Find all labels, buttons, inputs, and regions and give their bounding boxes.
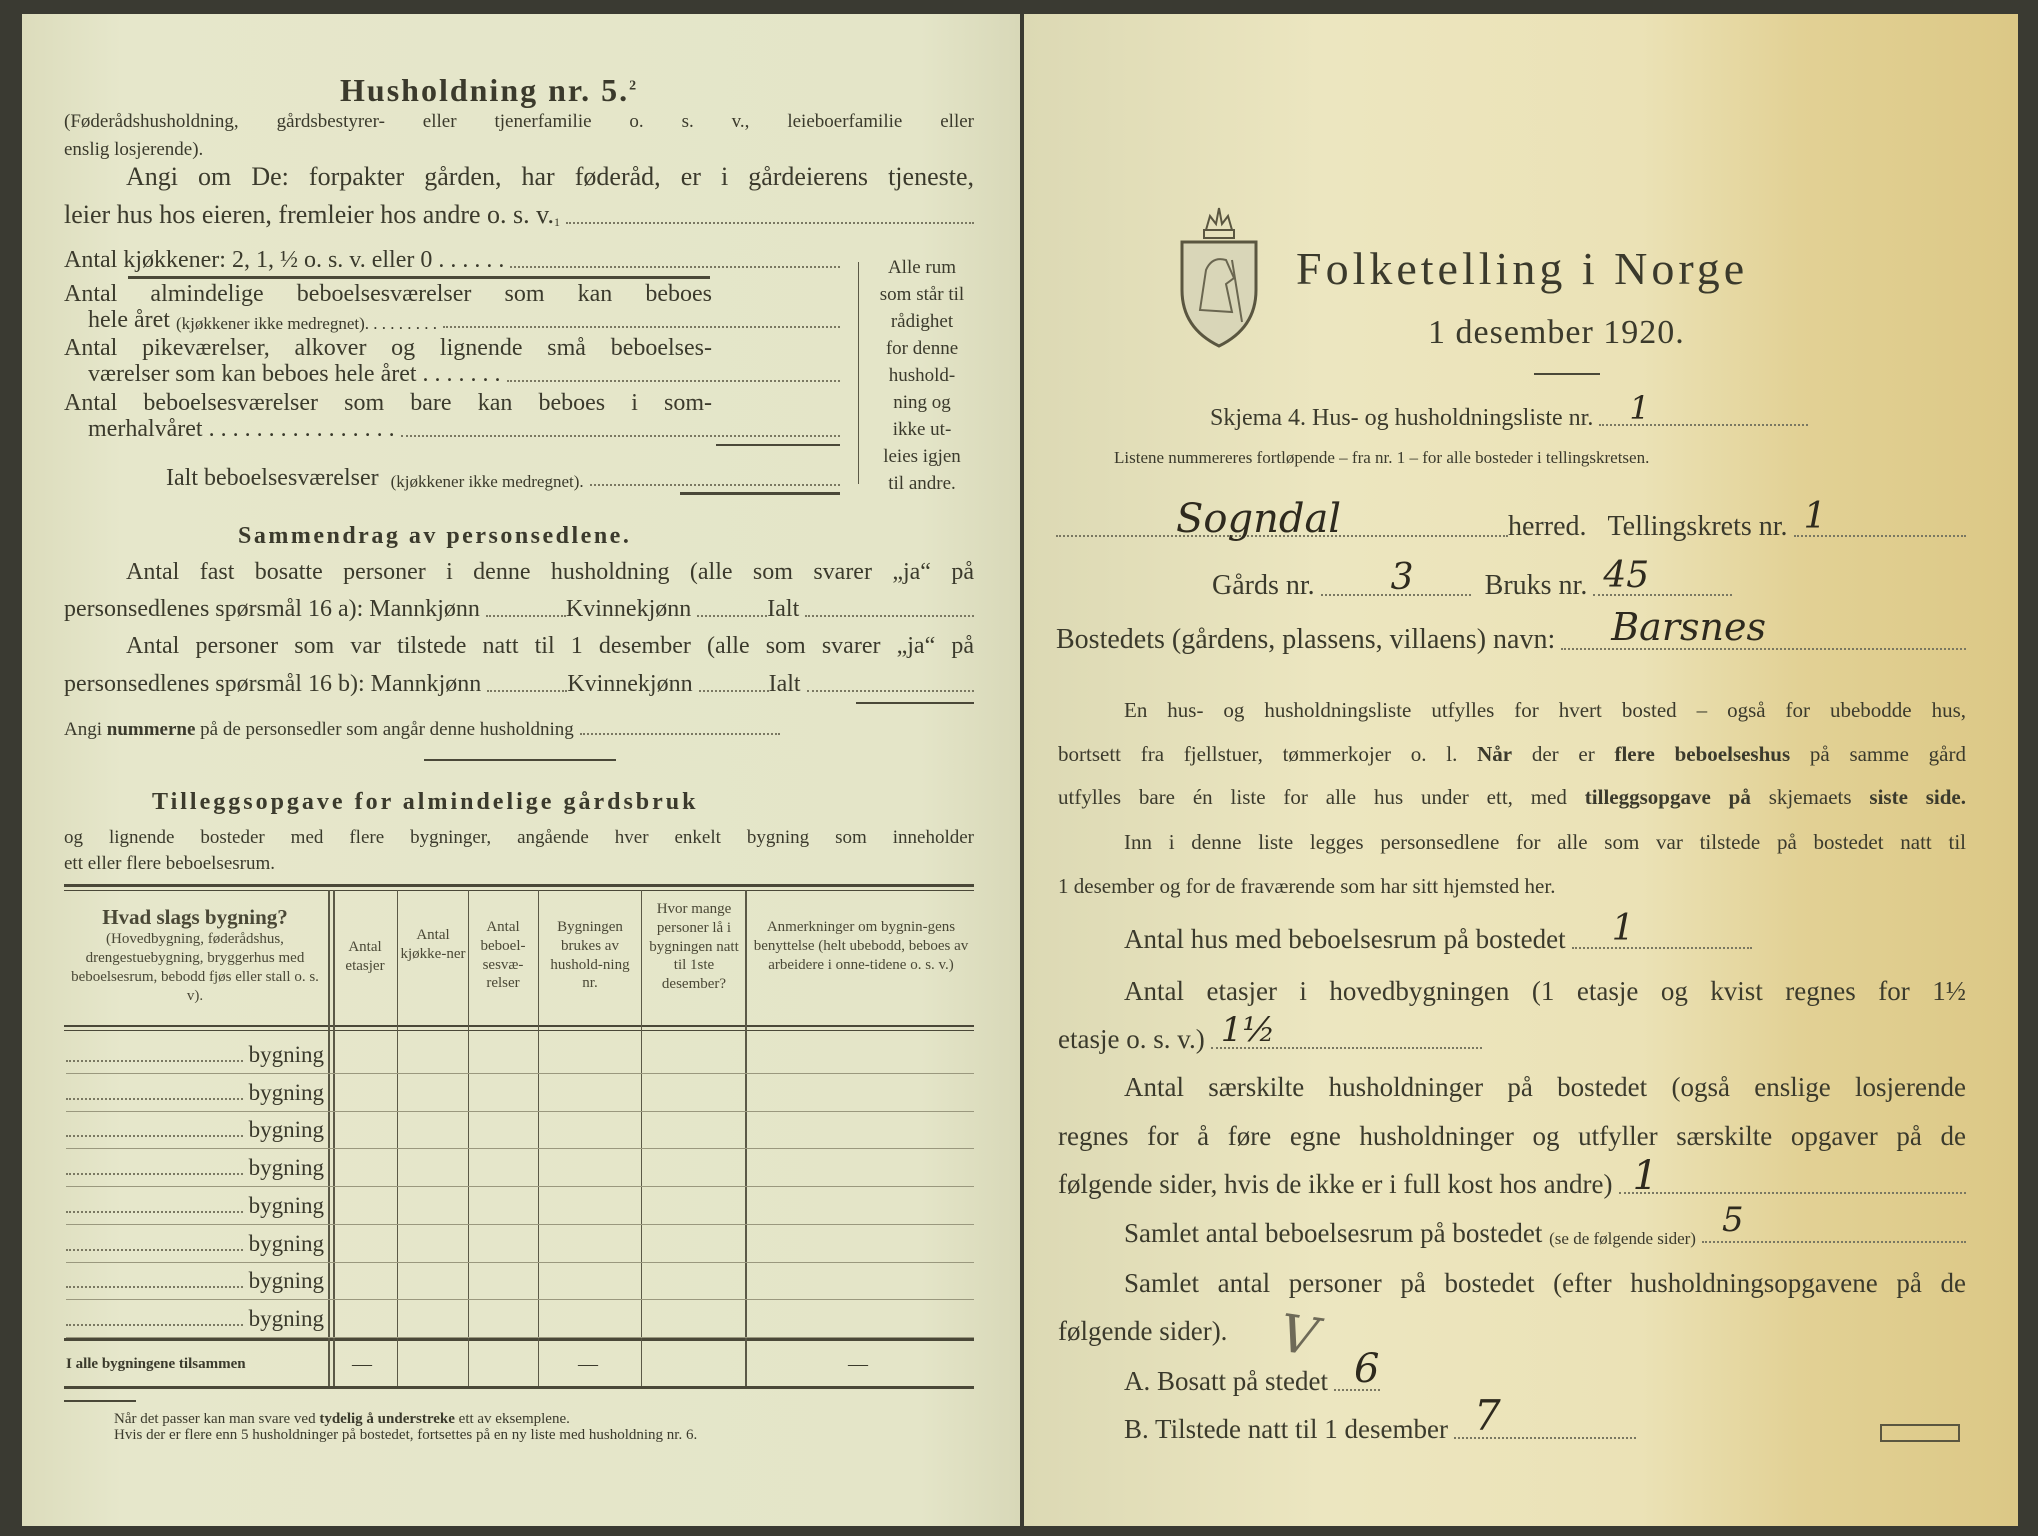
floors-line-2: etasje o. s. v.) 1½ <box>1058 1026 1482 1053</box>
table-row <box>66 1043 324 1066</box>
column-header-persons: Hvor mange personer lå i bygningen natt til 1ste desember? <box>649 901 739 992</box>
use-number-value: 45 <box>1603 555 1650 596</box>
households-line: regnes for å føre egne husholdninger og utfyller særskilte opgaver på de <box>1058 1121 1966 1151</box>
table-row <box>66 1081 324 1104</box>
numbering-note: Listene nummereres fortløpende – fra nr. 1 – for alle bosteder i tellingskretsen. <box>1114 448 1650 467</box>
row-label: bygning <box>248 1155 324 1181</box>
supplement-text-2: ett eller flere beboelsesrum. <box>64 853 276 874</box>
census-district-value: 1 <box>1803 496 1827 537</box>
rooms-line: Antal pikeværelser, alkover og lignende små beboelses- <box>64 335 712 361</box>
footnote-1: Når det passer kan man svare ved tydelig å understreke ett av eksemplene. <box>114 1411 570 1427</box>
total-rooms-right-line: Samlet antal beboelsesrum på bostedet (se de følgende sider) 5 <box>1124 1220 1966 1247</box>
households-line: følgende sider, hvis de ikke er i full kost hos andre) 1 <box>1058 1171 1966 1198</box>
households-line: Antal særskilte husholdninger på bostedet (også enslige losjerende <box>1124 1072 1966 1102</box>
form-date: 1 desember 1920. <box>1428 314 1685 351</box>
list-number-value: 1 <box>1629 389 1650 427</box>
column-header-kitchens: Antal kjøkke-ner <box>400 927 466 962</box>
summary-title: Sammendrag av personsedlene. <box>238 523 632 549</box>
row-divider <box>66 1111 974 1112</box>
farm-number-line: Gårds nr. 3 Bruks nr. 45 <box>1212 572 1732 600</box>
total-row-label: I alle bygningene tilsammen <box>66 1356 246 1372</box>
summary-line: Antal personer som var tilstede natt til 1 desember (alle som svarer „ja“ på <box>126 633 974 659</box>
column-header-building-type: Hvad slags bygning? (Hovedbygning, føderådshus, drengestuebygning, bryggerhus med beboelsesrum, bebodd fjøs eller stall o. s. v). <box>71 905 319 1004</box>
instruction-text: En hus- og husholdningsliste utfylles for hvert bosted – også for ubebodde hus, <box>1124 698 1966 722</box>
instruction-text: 1 desember og for de fraværende som har sitt hjemsted her. <box>1058 874 1556 898</box>
household-intro: (Føderådshusholdning, gårdsbestyrer- eller tjenerfamilie o. s. v., leieboerfamilie eller <box>64 111 974 132</box>
floors-line: Antal etasjer i hovedbygningen (1 etasje og kvist regnes for 1½ <box>1124 976 1966 1006</box>
supplement-title: Tilleggsopgave for almindelige gårdsbruk <box>152 789 699 815</box>
table-row <box>66 1194 324 1217</box>
numbers-line: Angi nummerne på de personsedler som angår denne husholdning <box>64 720 780 739</box>
total-rooms-line: Ialt beboelsesværelser (kjøkkener ikke medregnet). <box>166 466 840 490</box>
table-row <box>66 1118 324 1141</box>
summary-line: Antal fast bosatte personer i denne husholdning (alle som svarer „ja“ på <box>126 559 974 585</box>
brace-note: Alle rum som står til rådighet for denne hushold- ning og ikke ut- leies igjen til andre. <box>879 257 965 494</box>
residence-name-value: Barsnes <box>1611 605 1766 649</box>
row-divider <box>66 1262 974 1263</box>
row-label: bygning <box>248 1042 324 1067</box>
table-row <box>66 1269 324 1292</box>
angi-line-1: Angi om De: forpakter gården, har føderåd, er i gårdeierens tjeneste, <box>126 162 974 191</box>
column-header-household: Bygningen brukes av hushold-ning nr. <box>550 919 630 992</box>
resident-line: A. Bosatt på stedet 6 <box>1124 1346 1380 1396</box>
table-row <box>66 1307 324 1330</box>
rooms-line: merhalvåret . . . . . . . . . . . . . . . . <box>88 417 840 441</box>
total-dash: — <box>352 1353 372 1375</box>
present-value: 7 <box>1474 1391 1501 1440</box>
rooms-line: Antal beboelsesværelser som bare kan beboes i som- <box>64 390 712 416</box>
houses-line: Antal hus med beboelsesrum på bostedet 1 <box>1124 926 1752 953</box>
row-label: bygning <box>248 1079 324 1105</box>
instruction-text: Inn i denne liste legges personsedlene for alle som var tilstede på bostedet natt til <box>1124 830 1966 854</box>
summary-line: personsedlenes spørsmål 16 a): Mannkjønn Kvinnekjønn Ialt <box>64 597 974 621</box>
floors-value: 1½ <box>1220 1010 1276 1050</box>
row-label: bygning <box>248 1305 324 1331</box>
households-value: 1 <box>1632 1153 1658 1199</box>
column-header-remarks: Anmerkninger om bygnin-gens benyttelse (helt ubebodd, beboes av arbeidere i onne-tidene o. s. v.) <box>753 919 969 973</box>
row-divider <box>66 1299 974 1300</box>
row-divider <box>66 1073 974 1074</box>
brace <box>858 262 859 484</box>
row-divider <box>66 1337 974 1338</box>
supplement-text: og lignende bosteder med flere bygninger, angående hver enkelt bygning som inneholder <box>64 827 974 848</box>
total-dash: — <box>578 1353 598 1375</box>
houses-value: 1 <box>1611 908 1635 949</box>
angi-line-2: leier hus hos eieren, fremleier hos andre o. s. v. $_1$ <box>64 202 974 228</box>
household-intro-2: enslig losjerende). <box>64 139 204 160</box>
summary-line: personsedlenes spørsmål 16 b): Mannkjønn Kvinnekjønn Ialt <box>64 672 974 696</box>
schema-line: Skjema 4. Hus- og husholdningsliste nr. 1 <box>1210 406 1808 430</box>
instruction-text: bortsett fra fjellstuer, tømmerkojer o. l. Når der er flere beboelseshus på samme gård <box>1058 742 1966 766</box>
row-label: bygning <box>248 1192 324 1218</box>
household-title: Husholdning nr. 5.$^2$ <box>340 72 639 108</box>
persons-line: Samlet antal personer på bostedet (efter husholdningsopgavene på de <box>1124 1268 1966 1298</box>
column-header-rooms: Antal beboel-sesvæ-relser <box>480 919 526 992</box>
rooms-line: værelser som kan beboes hele året . . . . . . . <box>88 362 840 386</box>
column-header-floors: Antal etasjer <box>345 939 385 974</box>
row-label: bygning <box>248 1117 324 1143</box>
farm-number-value: 3 <box>1390 557 1414 598</box>
herred-value: Sogndal <box>1176 496 1342 542</box>
printer-stamp <box>1880 1424 1960 1442</box>
right-page <box>1024 14 2018 1526</box>
row-divider <box>66 1186 974 1187</box>
row-label: bygning <box>248 1268 324 1294</box>
resident-value: 6 <box>1353 1346 1380 1392</box>
residence-name-line: Bostedets (gårdens, plassens, villaens) navn: Barsnes <box>1056 626 1966 654</box>
instruction-text: utfylles bare én liste for alle hus under ett, med tilleggsopgave på skjemaets siste side. <box>1058 785 1967 809</box>
footnote-2: Hvis der er flere enn 5 husholdninger på bostedet, fortsettes på en ny liste med husholdning nr. 6. <box>114 1427 698 1443</box>
rooms-line: hele året (kjøkkener ikke medregnet). . . . . . . . . <box>88 308 840 332</box>
table-row <box>66 1156 324 1179</box>
row-label: bygning <box>248 1230 324 1256</box>
herred-line: Sogndal herred. Tellingskrets nr. 1 <box>1056 513 1966 541</box>
table-row <box>66 1232 324 1255</box>
present-line: B. Tilstede natt til 1 desember 7 <box>1124 1416 1636 1443</box>
rooms-line: Antal almindelige beboelsesværelser som kan beboes <box>64 281 712 307</box>
total-dash: — <box>848 1353 868 1375</box>
row-divider <box>66 1148 974 1149</box>
row-divider <box>66 1224 974 1225</box>
persons-line-2: følgende sider). <box>1058 1316 1228 1346</box>
check-mark: V <box>1276 1303 1322 1369</box>
total-rooms-value: 5 <box>1721 1200 1744 1240</box>
form-title: Folketelling i Norge <box>1296 243 1749 294</box>
kitchen-count-line: Antal kjøkkener: 2, 1, ½ o. s. v. eller 0 . . . . . . <box>64 248 840 272</box>
coat-of-arms-icon <box>1176 200 1262 350</box>
